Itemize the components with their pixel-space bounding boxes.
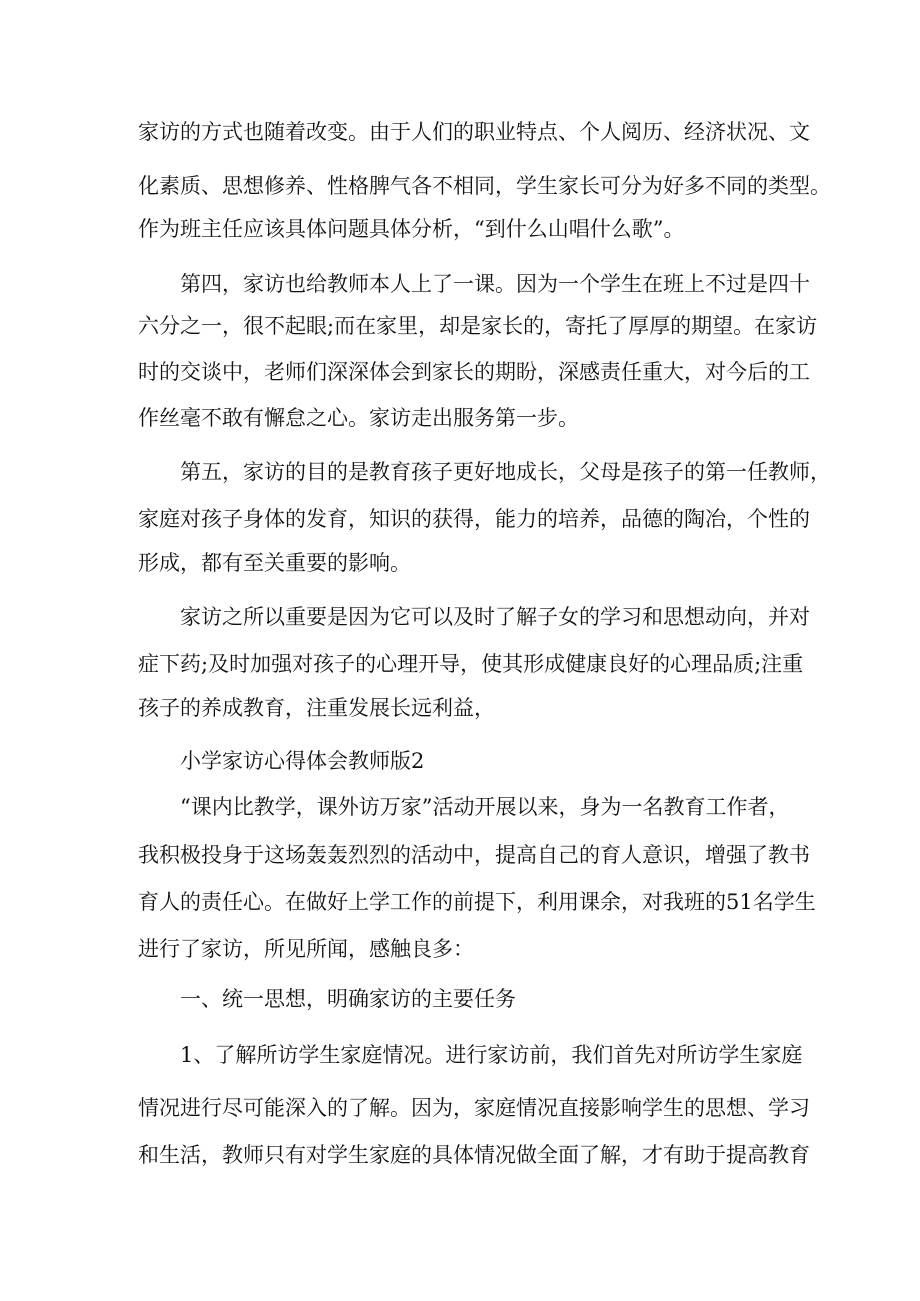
paragraph-start-line: 第四，家访也给教师本人上了一课。因为一个学生在班上不过是四十 — [180, 272, 810, 296]
paragraph-start-line: 第五，家访的目的是教育孩子更好地成长，父母是孩子的第一任教师， — [180, 460, 831, 484]
text-line: 形成，都有至关重要的影响。 — [138, 551, 411, 575]
text-line: 育人的责任心。在做好上学工作的前提下，利用课余，对我班的51名学生 — [138, 890, 816, 914]
paragraph-start-line: 1、了解所访学生家庭情况。进行家访前，我们首先对所访学生家庭 — [180, 1043, 803, 1067]
text-line: 家庭对孩子身体的发育，知识的获得，能力的培养，品德的陶冶，个性的 — [138, 507, 810, 531]
text-line: 和生活，教师只有对学生家庭的具体情况做全面了解，才有助于提高教育 — [138, 1143, 810, 1167]
subsection-heading: 一、统一思想，明确家访的主要任务 — [180, 987, 516, 1011]
text-line: 孩子的养成教育，注重发展长远利益， — [138, 696, 495, 720]
paragraph-start-line: 家访之所以重要是因为它可以及时了解子女的学习和思想动向，并对 — [180, 605, 810, 629]
text-line: 进行了家访，所见所闻，感触良多： — [138, 937, 474, 961]
text-line: 我积极投身于这场轰轰烈烈的活动中，提高自己的育人意识，增强了教书 — [138, 843, 810, 867]
text-line: 时的交谈中，老师们深深体会到家长的期盼，深感责任重大，对今后的工 — [138, 360, 810, 384]
paragraph-start-line: “课内比教学，课外访万家”活动开展以来，身为一名教育工作者， — [180, 795, 790, 819]
text-line: 作为班主任应该具体问题具体分析，“到什么山唱什么歌”。 — [138, 217, 685, 241]
text-line: 症下药;及时加强对孩子的心理开导，使其形成健康良好的心理品质;注重 — [138, 652, 804, 676]
text-line: 作丝毫不敢有懈怠之心。家访走出服务第一步。 — [138, 406, 579, 430]
text-line: 情况进行尽可能深入的了解。因为，家庭情况直接影响学生的思想、学习 — [138, 1096, 810, 1120]
section-heading: 小学家访心得体会教师版2 — [180, 749, 425, 773]
text-line: 家访的方式也随着改变。由于人们的职业特点、个人阅历、经济状况、文 — [138, 120, 810, 144]
text-line: 六分之一，很不起眼;而在家里，却是家长的，寄托了厚厚的期望。在家访 — [138, 314, 818, 338]
text-line: 化素质、思想修养、性格脾气各不相同，学生家长可分为好多不同的类型。 — [138, 174, 831, 198]
